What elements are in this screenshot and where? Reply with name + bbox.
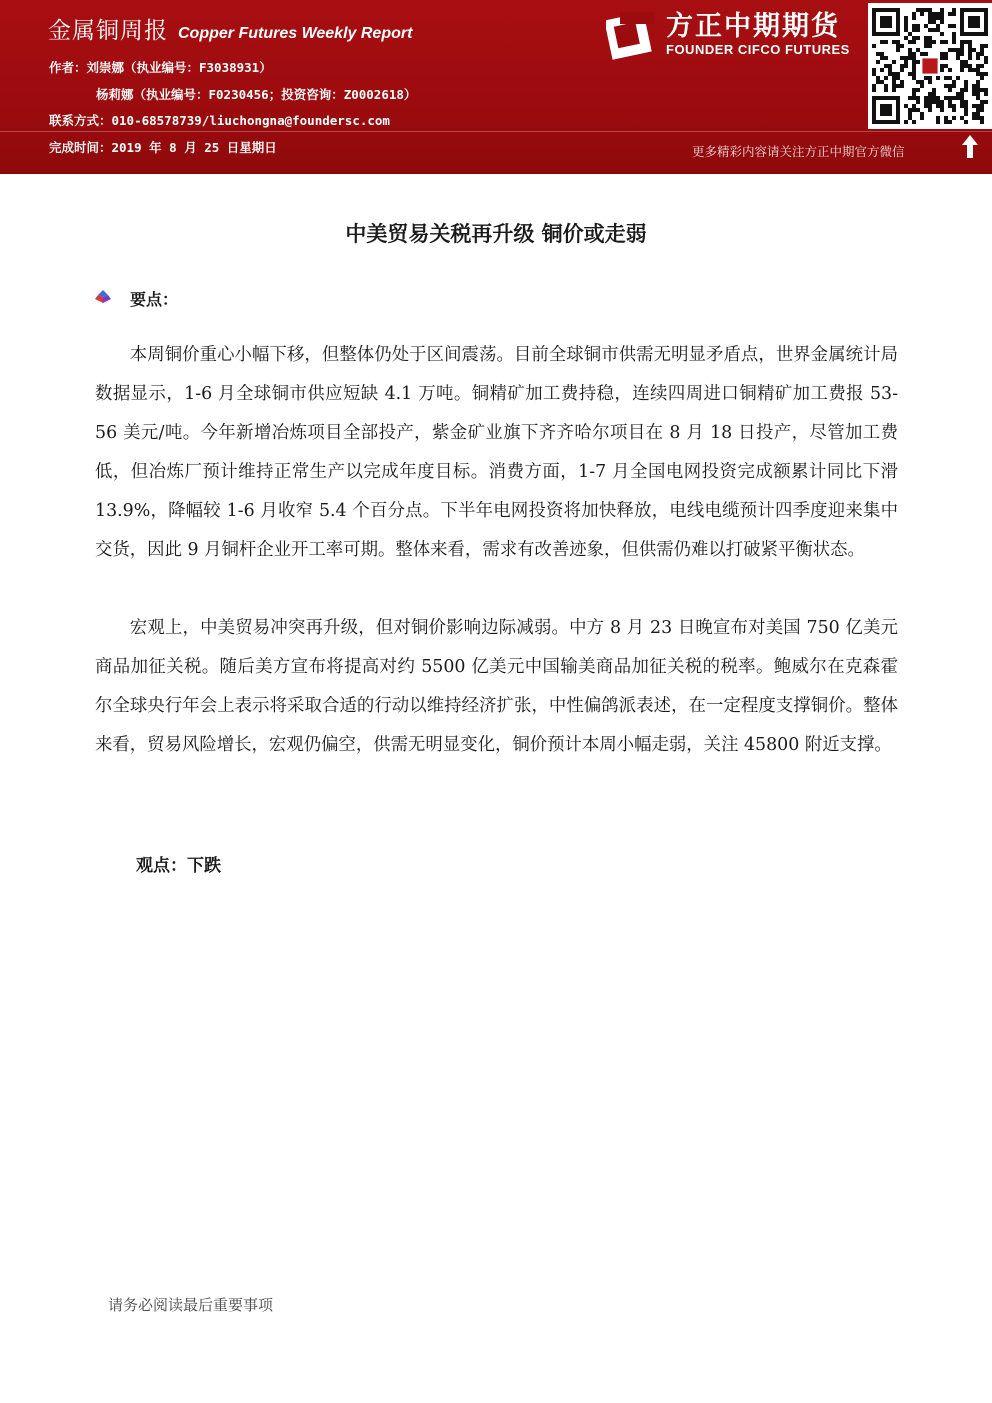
wechat-qr-code — [868, 3, 992, 129]
company-name-en: FOUNDER CIFCO FUTURES — [666, 42, 850, 57]
bullet-diamond-icon — [94, 289, 112, 308]
report-name-en: Copper Futures Weekly Report — [178, 25, 413, 42]
author-secondary: 杨莉娜（执业编号：F0230456；投资咨询：Z0002618） — [96, 87, 417, 102]
report-title-bar — [48, 12, 412, 45]
author-primary: 作者：刘崇娜（执业编号：F3038931） — [49, 60, 272, 75]
article-title: 中美贸易关税再升级 铜价或走弱 — [345, 222, 647, 246]
contact-info: 联系方式：010-68578739/liuchongna@foundersc.com — [49, 113, 390, 128]
header-divider — [0, 131, 992, 132]
company-logo — [606, 10, 850, 60]
paragraph-market: 本周铜价重心小幅下移，但整体仍处于区间震荡。目前全球铜市供需无明显矛盾点，世界金属统计局数据显示，1-6 月全球铜市供应短缺 4.1 万吨。铜精矿加工费持稳，连续四周进口铜精矿加工费报 53-56 美元/吨。今年新增冶炼项目全部投产，紫金矿业旗下齐齐哈尔项目在 8 月 18 日投产，尽管加工费低，但冶炼厂预计维持正常生产以完成年度目标。消费方面，1-7 月全国电网投资完成额累计同比下滑 13.9%，降幅较 1-6 月收窄 5.4 个百分点。下半年电网投资将加快释放，电线电缆预计四季度迎来集中交货，因此 9 月铜杆企业开工率可期。整体来看，需求有改善迹象，但供需仍难以打破紧平衡状态。 — [95, 345, 898, 560]
paragraph-macro: 宏观上，中美贸易冲突再升级，但对铜价影响边际减弱。中方 8 月 23 日晚宣布对美国 750 亿美元商品加征关税。随后美方宣布将提高对约 5500 亿美元中国输美商品加征关税的税率。鲍威尔在克森霍尔全球央行年会上表示将采取合适的行动以维持经济扩张，中性偏鸽派表述，在一定程度支撑铜价。整体来看，贸易风险增长，宏观仍偏空，供需无明显变化，铜价预计本周小幅走弱，关注 45800 附近支撑。 — [95, 618, 898, 755]
view-conclusion: 观点：下跌 — [136, 856, 221, 876]
arrow-up-icon — [960, 134, 980, 164]
completion-date: 完成时间：2019 年 8 月 25 日星期日 — [49, 140, 277, 155]
follow-wechat-text: 更多精彩内容请关注方正中期官方微信 — [692, 144, 905, 159]
report-header — [0, 0, 992, 174]
key-points-heading: 要点： — [130, 290, 179, 309]
company-name-cn: 方正中期期货 — [666, 11, 840, 42]
logo-mark-icon — [606, 10, 656, 60]
footer-notice: 请务必阅读最后重要事项 — [108, 1296, 274, 1314]
report-name-cn: 金属铜周报 — [48, 18, 168, 44]
